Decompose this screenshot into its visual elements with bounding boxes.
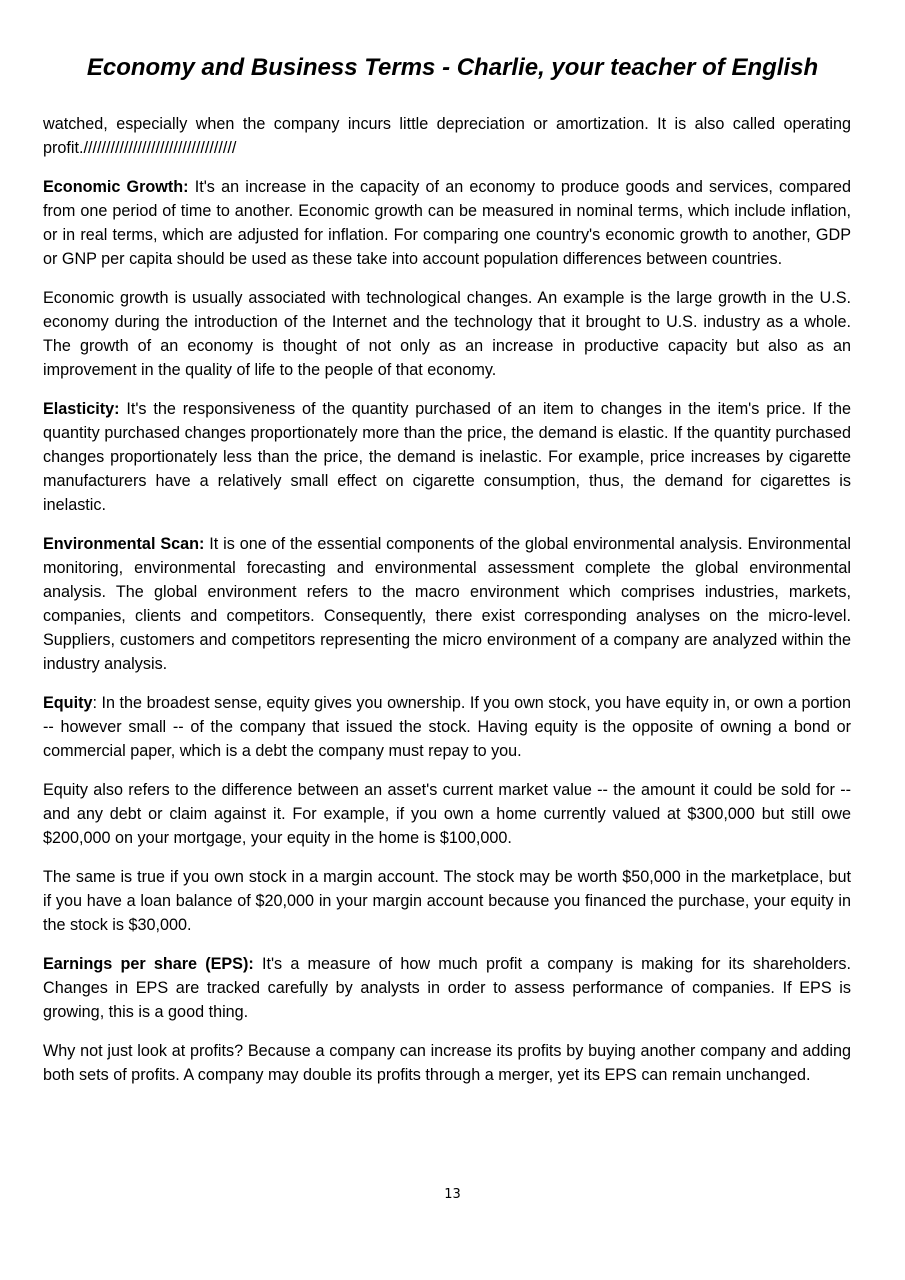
paragraph-equity-market-value [43, 778, 851, 850]
paragraph-text: Equity also refers to the difference between an asset's current market value -- the amount it could be sold for -- and any debt or claim against it. For example, if you own a home currently valued at $300,000 but still owe $200,000 on your mortgage, your equity in the home is $100,000. [43, 781, 851, 847]
paragraph-eps-profits [43, 1039, 851, 1087]
paragraph-economic-growth [43, 175, 851, 271]
paragraph-earnings-per-share [43, 952, 851, 1024]
paragraph-elasticity [43, 397, 851, 517]
paragraph-text: Why not just look at profits? Because a company can increase its profits by buying another company and adding both sets of profits. A company may double its profits through a merger, yet its EPS can remain unchanged. [43, 1042, 851, 1084]
page-title: Economy and Business Terms - Charlie, your teacher of English [86, 54, 819, 81]
paragraph-equity [43, 691, 851, 763]
term-heading: Earnings per share (EPS): [43, 955, 254, 973]
term-heading: Equity [43, 694, 93, 712]
page-number: 13 [444, 1187, 461, 1202]
paragraph-text: The same is true if you own stock in a margin account. The stock may be worth $50,000 in the marketplace, but if you have a loan balance of $20,000 in your margin account because you financed the purchase, your equity in the stock is $30,000. [43, 868, 851, 934]
document-body [43, 112, 851, 1102]
paragraph-text: It is one of the essential components of the global environmental analysis. Environmental monitoring, environmental forecasting and environmental assessment complete the global environmental analysis. The global environment refers to the macro environment which comprises industries, markets, companies, clients and competitors. Consequently, there exist corresponding analyses on the micro-level. Suppliers, customers and competitors representing the micro environment of a company are analyzed within the industry analysis. [43, 535, 851, 673]
paragraph-text: Economic growth is usually associated with technological changes. An example is the large growth in the U.S. economy during the introduction of the Internet and the technology that it brought to U.S. industry as a whole. The growth of an economy is thought of not only as an increase in productive capacity but also as an improvement in the quality of life to the people of that economy. [43, 289, 851, 379]
paragraph-text: It's an increase in the capacity of an economy to produce goods and services, compared from one period of time to another. Economic growth can be measured in nominal terms, which include inflation, or in real terms, which are adjusted for inflation. For comparing one country's economic growth to another, GDP or GNP per capita should be used as these take into account population differences between countries. [43, 178, 851, 268]
paragraph-operating-profit-continuation [43, 112, 851, 160]
paragraph-text: watched, especially when the company incurs little depreciation or amortization. It is also called operating profit.////////////////////////////////// [43, 115, 851, 157]
paragraph-text: : In the broadest sense, equity gives you ownership. If you own stock, you have equity in, or own a portion -- however small -- of the company that issued the stock. Having equity is the opposite of owning a bond or commercial paper, which is a debt the company must repay to you. [43, 694, 851, 760]
term-heading: Economic Growth: [43, 178, 189, 196]
paragraph-text: It's the responsiveness of the quantity purchased of an item to changes in the item's price. If the quantity purchased changes proportionately more than the price, the demand is elastic. If the quantity purchased changes proportionately less than the price, the demand is inelastic. For example, price increases by cigarette manufacturers have a relatively small effect on cigarette consumption, thus, the demand for cigarettes is inelastic. [43, 400, 851, 514]
paragraph-environmental-scan [43, 532, 851, 676]
paragraph-text: It's a measure of how much profit a company is making for its shareholders. Changes in EPS are tracked carefully by analysts in order to assess performance of companies. If EPS is growing, this is a good thing. [43, 955, 851, 1021]
term-heading: Elasticity: [43, 400, 120, 418]
paragraph-equity-margin-account [43, 865, 851, 937]
term-heading: Environmental Scan: [43, 535, 205, 553]
paragraph-economic-growth-technology [43, 286, 851, 382]
